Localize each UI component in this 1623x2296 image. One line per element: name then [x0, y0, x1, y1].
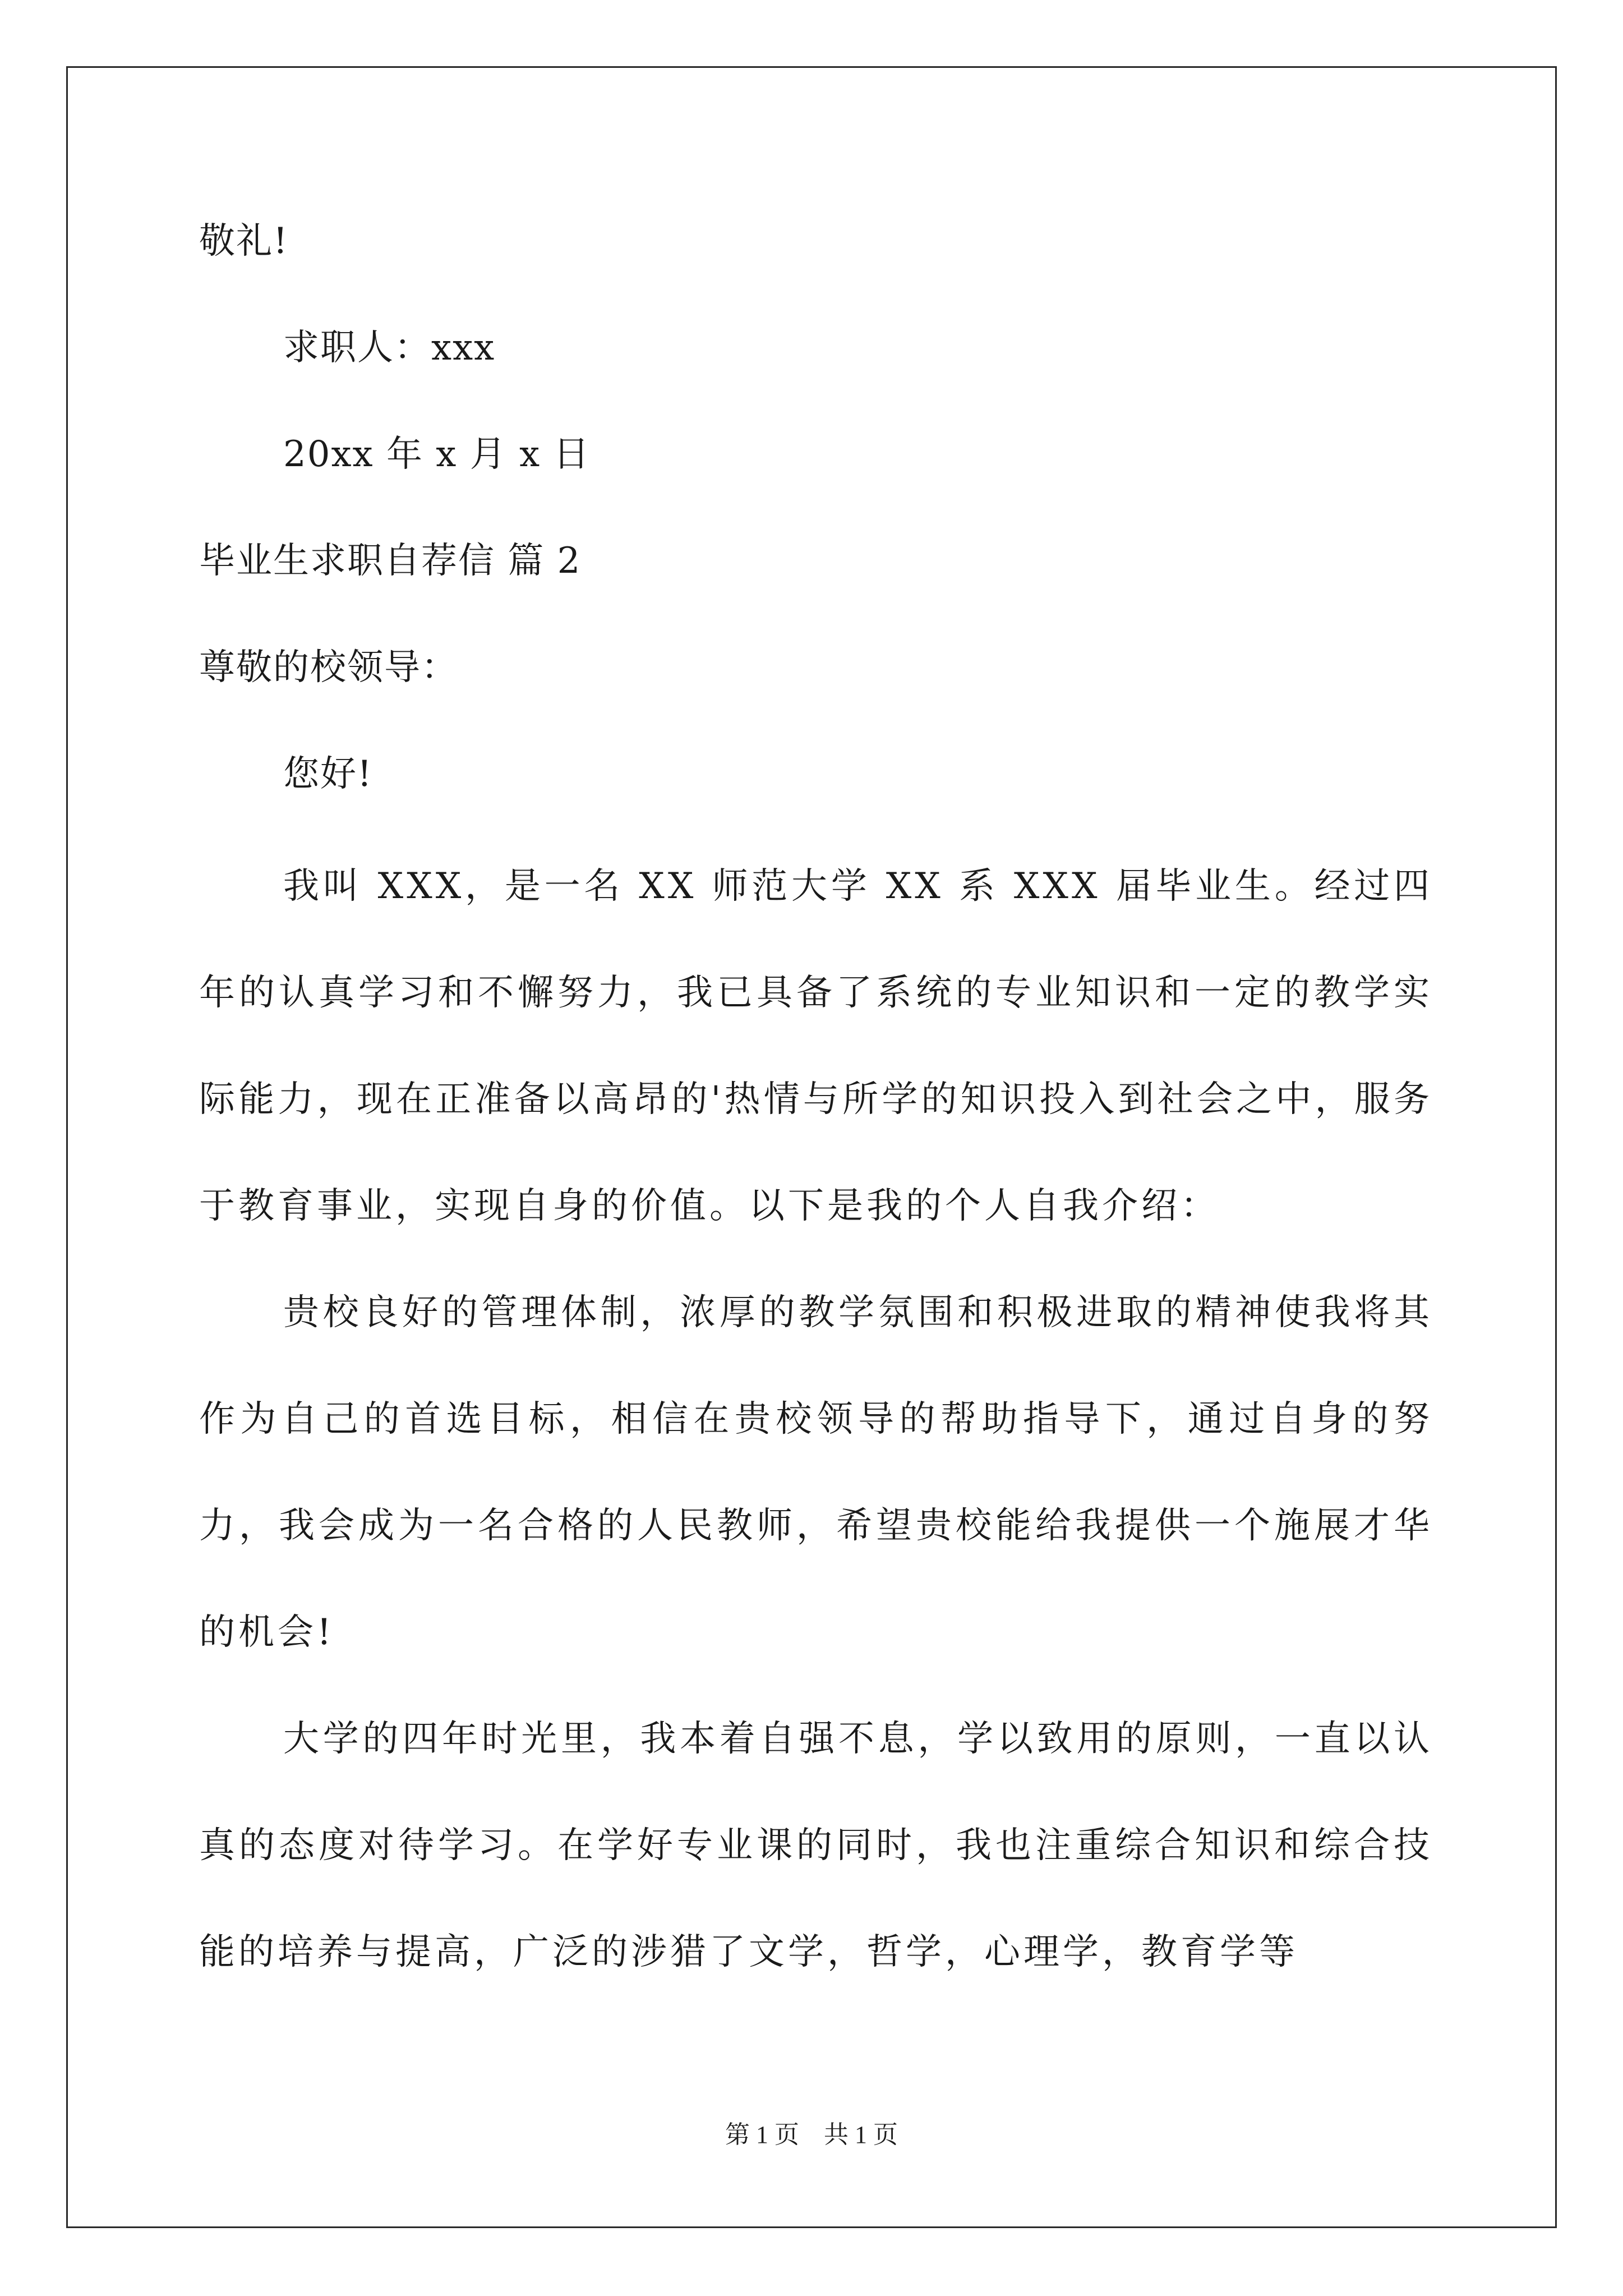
applicant-line: 求职人：xxx	[283, 327, 496, 369]
paragraph-2: 贵校良好的管理体制，浓厚的教学氛围和积极进取的精神使我将其作为自己的首选目标，相信在贵校领导的帮助指导下，通过自身的努力，我会成为一名合格的人民教师，希望贵校能给我提供一个施展才华的机会!	[199, 1292, 1433, 1653]
date-line: 20xx 年 x 月 x 日	[283, 434, 591, 475]
section-title: 毕业生求职自荐信 篇 2	[199, 540, 582, 582]
salutation: 尊敬的校领导：	[199, 647, 458, 688]
paragraph-3: 大学的四年时光里，我本着自强不息，学以致用的原则，一直以认真的态度对待学习。在学好专业课的同时，我也注重综合知识和综合技能的培养与提高，广泛的涉猎了文学，哲学，心理学，教育学等	[199, 1718, 1433, 1973]
greeting: 您好!	[283, 753, 373, 795]
paragraph-1: 我叫 XXX，是一名 XX 师范大学 XX 系 XXX 届毕业生。经过四年的认真学习和不懈努力，我已具备了系统的专业知识和一定的教学实际能力，现在正准备以高昂的'热情与所学的知识投入到社会之中，服务于教育事业，实现自身的价值。以下是我的个人自我介绍：	[199, 866, 1433, 1227]
page-footer: 第 1 页 共 1 页	[725, 2121, 898, 2148]
closing-line: 敬礼!	[199, 220, 289, 262]
